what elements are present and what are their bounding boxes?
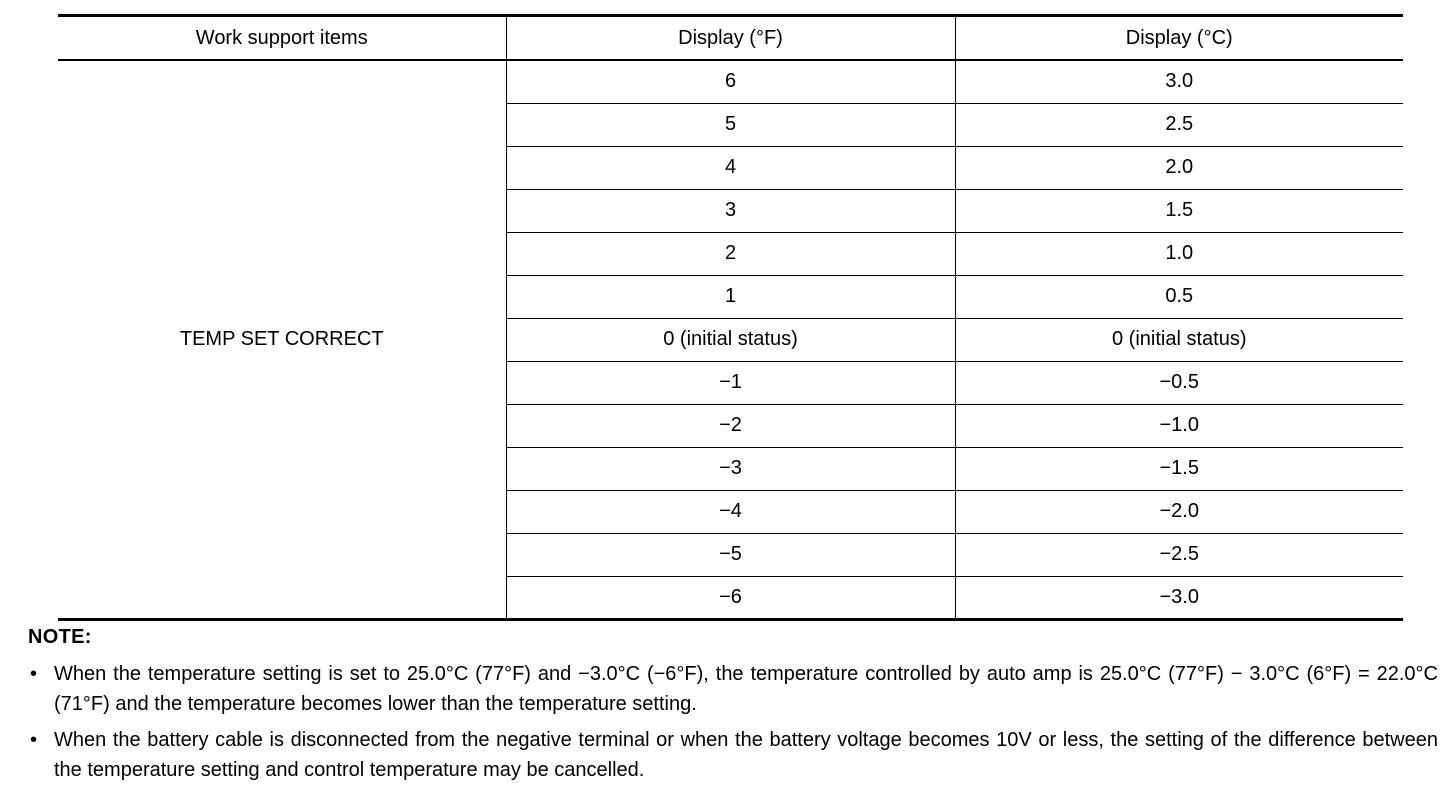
display-fahrenheit-cell: 0 (initial status)	[506, 318, 955, 361]
work-support-item-cell: TEMP SET CORRECT	[58, 60, 506, 619]
display-celsius-cell: 0.5	[955, 275, 1403, 318]
display-celsius-cell: 2.5	[955, 103, 1403, 146]
display-celsius-cell: −0.5	[955, 361, 1403, 404]
bullet-icon: •	[30, 663, 38, 685]
table-header-row	[58, 16, 1403, 61]
display-fahrenheit-cell: −6	[506, 576, 955, 619]
note-item	[28, 725, 1438, 785]
display-fahrenheit-cell: −3	[506, 447, 955, 490]
header-display-celsius: Display (°C)	[955, 16, 1403, 61]
display-fahrenheit-cell: 1	[506, 275, 955, 318]
display-celsius-cell: −2.5	[955, 533, 1403, 576]
table-body	[58, 60, 1403, 619]
display-fahrenheit-cell: 6	[506, 60, 955, 103]
note-item-text: When the battery cable is disconnected from the negative terminal or when the battery voltage becomes 10V or less, the setting of the difference between the temperature setting and control temperature may be cancelled.	[54, 729, 1438, 781]
table-row	[58, 60, 1403, 103]
display-celsius-cell: 1.5	[955, 189, 1403, 232]
display-fahrenheit-cell: −2	[506, 404, 955, 447]
work-support-table	[58, 14, 1403, 621]
display-celsius-cell: −1.5	[955, 447, 1403, 490]
display-celsius-cell: −2.0	[955, 490, 1403, 533]
header-work-support-items: Work support items	[58, 16, 506, 61]
display-celsius-cell: −1.0	[955, 404, 1403, 447]
display-celsius-cell: 0 (initial status)	[955, 318, 1403, 361]
display-fahrenheit-cell: 3	[506, 189, 955, 232]
display-celsius-cell: −3.0	[955, 576, 1403, 619]
display-fahrenheit-cell: −4	[506, 490, 955, 533]
display-fahrenheit-cell: −1	[506, 361, 955, 404]
note-item	[28, 659, 1438, 719]
display-celsius-cell: 3.0	[955, 60, 1403, 103]
note-title: NOTE:	[28, 626, 92, 648]
display-fahrenheit-cell: 2	[506, 232, 955, 275]
display-fahrenheit-cell: 4	[506, 146, 955, 189]
display-celsius-cell: 2.0	[955, 146, 1403, 189]
note-item-text: When the temperature setting is set to 25.0°C (77°F) and −3.0°C (−6°F), the temperature controlled by auto amp is 25.0°C (77°F) − 3.0°C (6°F) = 22.0°C (71°F) and the temperature becomes lower than the temperature setting.	[54, 663, 1438, 715]
note-section	[28, 626, 1438, 791]
header-display-fahrenheit: Display (°F)	[506, 16, 955, 61]
display-fahrenheit-cell: 5	[506, 103, 955, 146]
display-celsius-cell: 1.0	[955, 232, 1403, 275]
display-fahrenheit-cell: −5	[506, 533, 955, 576]
bullet-icon: •	[30, 729, 38, 751]
